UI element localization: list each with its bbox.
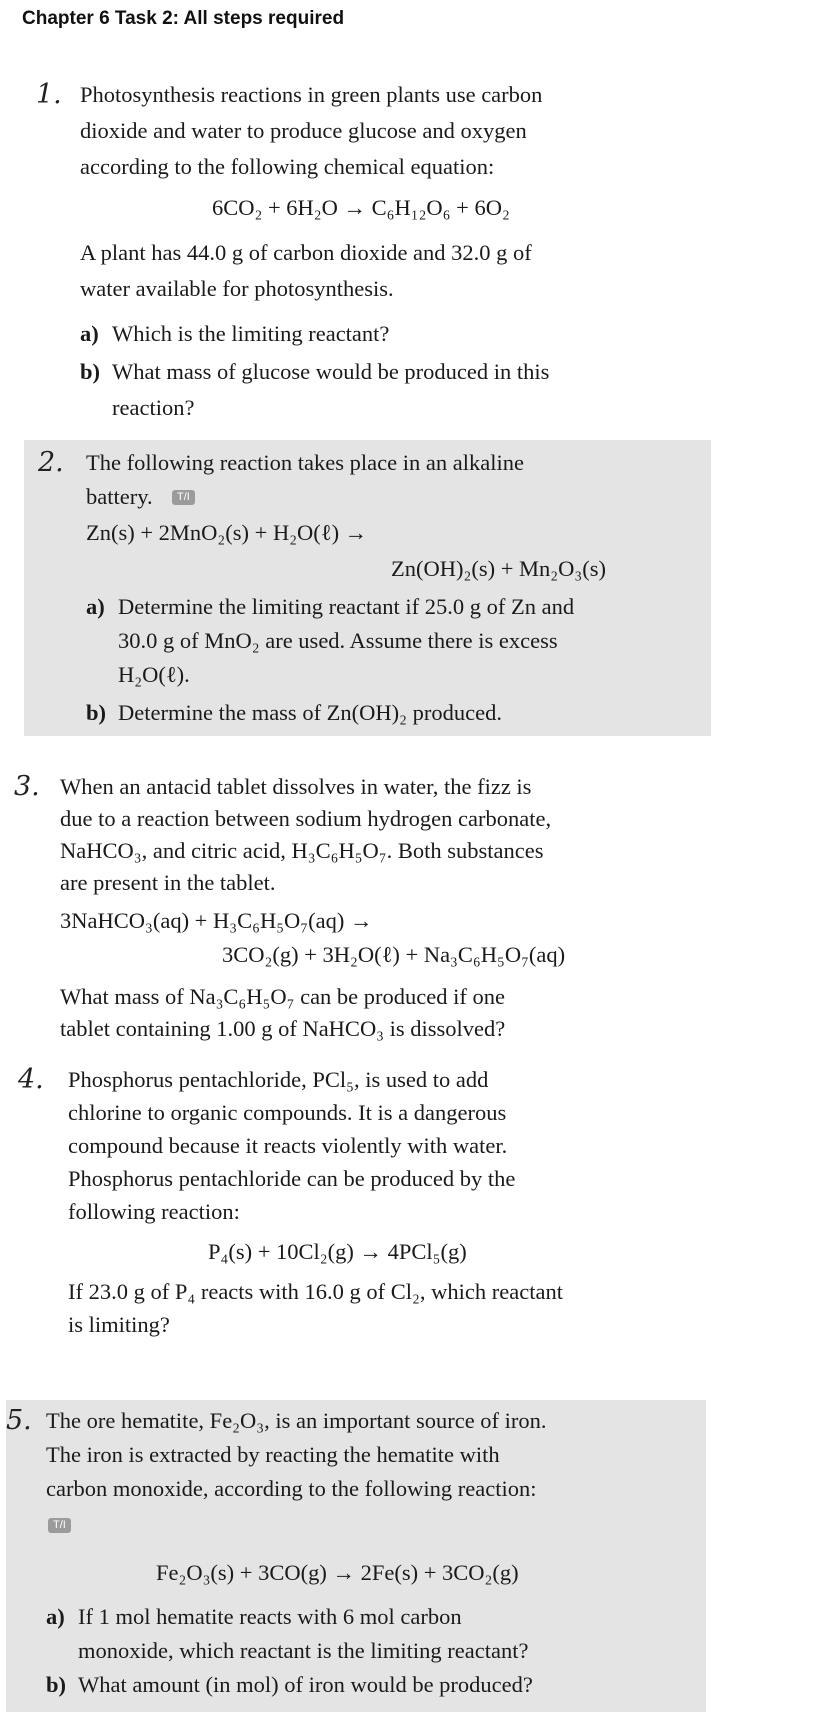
part-a-label: a) (80, 321, 99, 346)
problem-text: When an antacid tablet dissolves in water, the fizz is (60, 774, 532, 799)
problem-text: Phosphorus pentachloride, PCl₅, is used to add (68, 1067, 489, 1092)
problem-text: water available for photosynthesis. (80, 276, 394, 301)
problem-text: according to the following chemical equation: (80, 154, 495, 179)
problem-text: The following reaction takes place in an alkaline (86, 450, 524, 475)
problem-number: 5. (6, 1405, 32, 1436)
problem-text: dioxide and water to produce glucose and oxygen (80, 118, 527, 143)
problem-text: What mass of Na₃C₆H₅O₇ can be produced if one (60, 984, 505, 1009)
problem-5 (6, 1400, 706, 1712)
problem-number: 3. (14, 771, 40, 802)
problem-number: 1. (36, 79, 62, 110)
problem-text: The ore hematite, Fe₂O₃, is an important source of iron. (46, 1408, 547, 1433)
part-b-text: What amount (in mol) of iron would be produced? (78, 1672, 533, 1697)
chemical-equation: P₄(s) + 10Cl₂(g) → 4PCl₅(g) (208, 1239, 467, 1264)
problem-4 (0, 1063, 821, 1363)
part-a-label: a) (46, 1604, 65, 1629)
problem-text: Photosynthesis reactions in green plants use carbon (80, 82, 543, 107)
problem-text: are present in the tablet. (60, 870, 276, 895)
part-a-text: Which is the limiting reactant? (112, 321, 390, 346)
problem-text: The iron is extracted by reacting the hematite with (46, 1442, 500, 1467)
chemical-equation-line-2: Zn(OH)₂(s) + Mn₂O₃(s) (391, 556, 606, 581)
problem-text: tablet containing 1.00 g of NaHCO₃ is dissolved? (60, 1016, 506, 1041)
problem-number: 2. (38, 447, 64, 478)
problem-text: compound because it reacts violently with water. (68, 1133, 508, 1158)
problem-text: NaHCO₃, and citric acid, H₃C₆H₅O₇. Both substances (60, 838, 544, 863)
problem-text: following reaction: (68, 1199, 240, 1224)
part-a-text: H₂O(ℓ). (118, 662, 190, 687)
chemical-equation-line-2: 3CO₂(g) + 3H₂O(ℓ) + Na₃C₆H₅O₇(aq) (222, 942, 566, 967)
chemical-equation: 6CO₂ + 6H₂O → C₆H₁₂O₆ + 6O₂ (212, 195, 510, 220)
problem-number: 4. (18, 1064, 44, 1095)
skill-tag: T/I (48, 1518, 71, 1533)
page-title: Chapter 6 Task 2: All steps required (22, 8, 345, 29)
skill-tag: T/I (172, 490, 195, 505)
problem-text: is limiting? (68, 1312, 170, 1337)
problem-text: carbon monoxide, according to the following reaction: (46, 1476, 537, 1501)
problem-1 (0, 0, 821, 440)
part-b-text: What mass of glucose would be produced in this (112, 359, 550, 384)
part-a-text: 30.0 g of MnO₂ are used. Assume there is excess (118, 628, 558, 653)
problem-text: due to a reaction between sodium hydrogen carbonate, (60, 806, 552, 831)
problem-text: chlorine to organic compounds. It is a dangerous (68, 1100, 507, 1125)
problem-text: battery. (86, 484, 153, 509)
part-a-label: a) (86, 594, 105, 619)
problem-text: Phosphorus pentachloride can be produced by the (68, 1166, 516, 1191)
part-b-label: b) (46, 1672, 67, 1697)
part-b-text: Determine the mass of Zn(OH)₂ produced. (118, 700, 502, 725)
part-a-text: monoxide, which reactant is the limiting reactant? (78, 1638, 529, 1663)
part-a-text: If 1 mol hematite reacts with 6 mol carbon (78, 1604, 462, 1629)
chemical-equation-line-1: 3NaHCO₃(aq) + H₃C₆H₅O₇(aq) → (60, 908, 373, 933)
problem-text: A plant has 44.0 g of carbon dioxide and 32.0 g of (80, 240, 532, 265)
problem-text: If 23.0 g of P₄ reacts with 16.0 g of Cl₂, which reactant (68, 1279, 563, 1304)
part-a-text: Determine the limiting reactant if 25.0 g of Zn and (118, 594, 575, 619)
problem-2 (24, 440, 711, 736)
chemical-equation: Fe₂O₃(s) + 3CO(g) → 2Fe(s) + 3CO₂(g) (156, 1560, 519, 1585)
part-b-text: reaction? (112, 395, 195, 420)
problem-3 (0, 770, 821, 1050)
part-b-label: b) (80, 359, 101, 384)
part-b-label: b) (86, 700, 107, 725)
chemical-equation-line-1: Zn(s) + 2MnO₂(s) + H₂O(ℓ) → (86, 520, 368, 545)
